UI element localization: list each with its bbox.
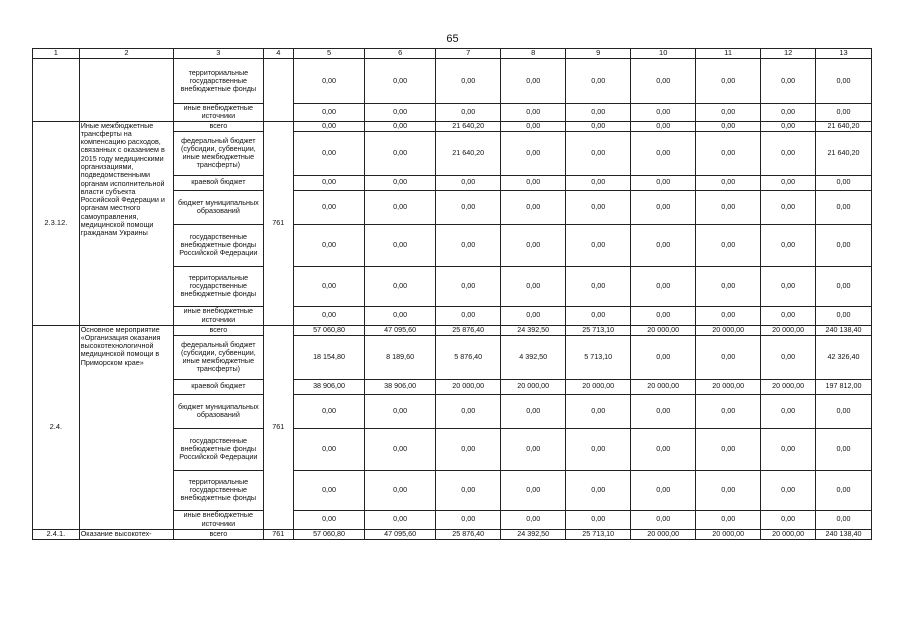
value-cell: 0,00	[761, 104, 816, 122]
value-cell: 197 812,00	[816, 379, 872, 394]
funding-source: иные внебюджетные источники	[174, 510, 263, 529]
value-cell: 0,00	[501, 394, 566, 428]
value-cell: 0,00	[501, 104, 566, 122]
value-cell: 0,00	[501, 224, 566, 266]
value-cell: 42 326,40	[816, 335, 872, 379]
value-cell: 0,00	[436, 428, 501, 470]
value-cell: 0,00	[294, 510, 365, 529]
value-cell: 20 000,00	[696, 379, 761, 394]
column-header-7: 7	[436, 49, 501, 59]
value-cell: 0,00	[761, 335, 816, 379]
column-header-10: 10	[631, 49, 696, 59]
funding-source: иные внебюджетные источники	[174, 306, 263, 325]
value-cell: 4 392,50	[501, 335, 566, 379]
funding-source: всего	[174, 529, 263, 539]
value-cell: 0,00	[365, 121, 436, 131]
measure-name	[79, 59, 173, 122]
value-cell: 0,00	[816, 224, 872, 266]
value-cell: 0,00	[631, 394, 696, 428]
value-cell: 0,00	[761, 59, 816, 104]
value-cell: 0,00	[294, 470, 365, 510]
value-cell: 18 154,80	[294, 335, 365, 379]
funding-source: федеральный бюджет (субсидии, субвенции, иные межбюджетные трансферты)	[174, 131, 263, 175]
header-row	[33, 49, 872, 59]
value-cell: 0,00	[631, 121, 696, 131]
value-cell: 0,00	[365, 306, 436, 325]
funding-source: бюджет муниципальных образований	[174, 190, 263, 224]
value-cell: 0,00	[761, 131, 816, 175]
value-cell: 0,00	[294, 428, 365, 470]
value-cell: 0,00	[566, 428, 631, 470]
value-cell: 0,00	[631, 335, 696, 379]
value-cell: 0,00	[501, 131, 566, 175]
value-cell: 5 876,40	[436, 335, 501, 379]
table-row	[33, 325, 872, 335]
value-cell: 0,00	[566, 470, 631, 510]
value-cell: 0,00	[436, 224, 501, 266]
value-cell: 0,00	[501, 428, 566, 470]
funding-source: иные внебюджетные источники	[174, 104, 263, 122]
row-number: 2.3.12.	[33, 121, 80, 325]
value-cell: 0,00	[631, 428, 696, 470]
value-cell: 0,00	[436, 104, 501, 122]
value-cell: 0,00	[365, 104, 436, 122]
value-cell: 0,00	[436, 470, 501, 510]
value-cell: 0,00	[696, 121, 761, 131]
table-row	[33, 529, 872, 539]
value-cell: 0,00	[365, 470, 436, 510]
value-cell: 0,00	[501, 190, 566, 224]
value-cell: 0,00	[761, 190, 816, 224]
value-cell: 0,00	[566, 266, 631, 306]
budget-table	[32, 48, 872, 540]
value-cell: 0,00	[696, 104, 761, 122]
value-cell: 0,00	[566, 190, 631, 224]
funding-source: краевой бюджет	[174, 379, 263, 394]
value-cell: 24 392,50	[501, 325, 566, 335]
value-cell: 0,00	[365, 224, 436, 266]
measure-name: Основное мероприятие «Организация оказания высокотехнологичной медицинской помощи в Приморском крае»	[79, 325, 173, 529]
funding-source: территориальные государственные внебюджетные фонды	[174, 470, 263, 510]
funding-source: всего	[174, 325, 263, 335]
value-cell: 0,00	[696, 306, 761, 325]
value-cell: 0,00	[294, 266, 365, 306]
value-cell: 0,00	[294, 306, 365, 325]
value-cell: 0,00	[761, 470, 816, 510]
value-cell: 0,00	[501, 470, 566, 510]
value-cell: 0,00	[566, 175, 631, 190]
value-cell: 0,00	[566, 121, 631, 131]
value-cell: 0,00	[501, 306, 566, 325]
value-cell: 8 189,60	[365, 335, 436, 379]
value-cell: 0,00	[294, 190, 365, 224]
value-cell: 0,00	[436, 266, 501, 306]
value-cell: 0,00	[501, 175, 566, 190]
value-cell: 0,00	[761, 510, 816, 529]
value-cell: 20 000,00	[631, 379, 696, 394]
value-cell: 0,00	[696, 394, 761, 428]
value-cell: 0,00	[631, 190, 696, 224]
value-cell: 0,00	[566, 510, 631, 529]
value-cell: 0,00	[436, 394, 501, 428]
funding-source: федеральный бюджет (субсидии, субвенции, иные межбюджетные трансферты)	[174, 335, 263, 379]
value-cell: 20 000,00	[566, 379, 631, 394]
value-cell: 20 000,00	[501, 379, 566, 394]
value-cell: 0,00	[761, 428, 816, 470]
funding-source: государственные внебюджетные фонды Российской Федерации	[174, 224, 263, 266]
value-cell: 0,00	[294, 104, 365, 122]
value-cell: 0,00	[761, 266, 816, 306]
value-cell: 0,00	[294, 224, 365, 266]
value-cell: 0,00	[761, 121, 816, 131]
value-cell: 0,00	[294, 121, 365, 131]
funding-source: территориальные государственные внебюджетные фонды	[174, 59, 263, 104]
column-header-3: 3	[174, 49, 263, 59]
value-cell: 0,00	[365, 428, 436, 470]
value-cell: 0,00	[566, 306, 631, 325]
funding-source: краевой бюджет	[174, 175, 263, 190]
value-cell: 0,00	[631, 266, 696, 306]
value-cell: 0,00	[631, 306, 696, 325]
value-cell: 0,00	[696, 175, 761, 190]
value-cell: 0,00	[816, 306, 872, 325]
value-cell: 0,00	[294, 175, 365, 190]
value-cell: 25 713,10	[566, 325, 631, 335]
value-cell: 0,00	[436, 190, 501, 224]
value-cell: 0,00	[436, 175, 501, 190]
value-cell: 240 138,40	[816, 529, 872, 539]
value-cell: 0,00	[566, 394, 631, 428]
value-cell: 20 000,00	[696, 529, 761, 539]
value-cell: 0,00	[631, 510, 696, 529]
value-cell: 0,00	[761, 224, 816, 266]
value-cell: 0,00	[761, 394, 816, 428]
value-cell: 0,00	[696, 335, 761, 379]
value-cell: 20 000,00	[761, 325, 816, 335]
value-cell: 240 138,40	[816, 325, 872, 335]
measure-name: Оказание высокотех-	[79, 529, 173, 539]
column-header-12: 12	[761, 49, 816, 59]
value-cell: 0,00	[365, 59, 436, 104]
measure-name: Иные межбюджетные трансферты на компенсацию расходов, связанных с оказанием в 2015 году медицинскими организациями, подведомственными органам исполнительной власти субъекта Российской Федерации и органам местного самоуправления, медицинской помощи гражданам Украины	[79, 121, 173, 325]
value-cell: 0,00	[631, 131, 696, 175]
value-cell: 47 095,60	[365, 325, 436, 335]
value-cell: 0,00	[501, 266, 566, 306]
value-cell: 0,00	[566, 59, 631, 104]
value-cell: 0,00	[436, 306, 501, 325]
value-cell: 47 095,60	[365, 529, 436, 539]
column-header-9: 9	[566, 49, 631, 59]
value-cell: 0,00	[294, 59, 365, 104]
value-cell: 0,00	[501, 510, 566, 529]
value-cell: 0,00	[816, 190, 872, 224]
column-header-13: 13	[816, 49, 872, 59]
budget-code: 761	[263, 529, 293, 539]
value-cell: 21 640,20	[816, 131, 872, 175]
value-cell: 0,00	[501, 121, 566, 131]
table-body	[33, 59, 872, 540]
row-number: 2.4.	[33, 325, 80, 529]
funding-source: территориальные государственные внебюджетные фонды	[174, 266, 263, 306]
value-cell: 0,00	[696, 224, 761, 266]
page-number: 65	[446, 33, 459, 45]
value-cell: 0,00	[696, 470, 761, 510]
value-cell: 0,00	[631, 104, 696, 122]
value-cell: 0,00	[631, 470, 696, 510]
value-cell: 0,00	[696, 510, 761, 529]
row-number: 2.4.1.	[33, 529, 80, 539]
value-cell: 0,00	[696, 428, 761, 470]
value-cell: 57 060,80	[294, 325, 365, 335]
value-cell: 0,00	[365, 190, 436, 224]
value-cell: 25 876,40	[436, 529, 501, 539]
value-cell: 0,00	[816, 175, 872, 190]
value-cell: 0,00	[365, 266, 436, 306]
value-cell: 20 000,00	[761, 379, 816, 394]
value-cell: 0,00	[816, 394, 872, 428]
value-cell: 0,00	[696, 266, 761, 306]
funding-source: всего	[174, 121, 263, 131]
value-cell: 5 713,10	[566, 335, 631, 379]
value-cell: 20 000,00	[761, 529, 816, 539]
column-header-2: 2	[79, 49, 173, 59]
value-cell: 0,00	[566, 131, 631, 175]
budget-code: 761	[263, 121, 293, 325]
funding-source: государственные внебюджетные фонды Российской Федерации	[174, 428, 263, 470]
value-cell: 0,00	[816, 428, 872, 470]
value-cell: 0,00	[761, 175, 816, 190]
value-cell: 0,00	[816, 104, 872, 122]
value-cell: 21 640,20	[816, 121, 872, 131]
value-cell: 21 640,20	[436, 121, 501, 131]
table-row	[33, 59, 872, 104]
value-cell: 0,00	[816, 266, 872, 306]
value-cell: 21 640,20	[436, 131, 501, 175]
value-cell: 0,00	[294, 131, 365, 175]
value-cell: 0,00	[696, 190, 761, 224]
value-cell: 0,00	[816, 510, 872, 529]
value-cell: 0,00	[436, 510, 501, 529]
value-cell: 0,00	[365, 131, 436, 175]
value-cell: 57 060,80	[294, 529, 365, 539]
table-row	[33, 121, 872, 131]
value-cell: 0,00	[294, 394, 365, 428]
value-cell: 20 000,00	[696, 325, 761, 335]
value-cell: 0,00	[631, 224, 696, 266]
value-cell: 0,00	[816, 470, 872, 510]
value-cell: 0,00	[816, 59, 872, 104]
column-header-6: 6	[365, 49, 436, 59]
column-header-1: 1	[33, 49, 80, 59]
value-cell: 0,00	[365, 175, 436, 190]
value-cell: 0,00	[696, 59, 761, 104]
value-cell: 0,00	[365, 510, 436, 529]
value-cell: 20 000,00	[631, 529, 696, 539]
value-cell: 0,00	[501, 59, 566, 104]
value-cell: 0,00	[631, 175, 696, 190]
value-cell: 20 000,00	[631, 325, 696, 335]
value-cell: 0,00	[696, 131, 761, 175]
budget-code: 761	[263, 325, 293, 529]
column-header-5: 5	[294, 49, 365, 59]
value-cell: 25 713,10	[566, 529, 631, 539]
value-cell: 38 906,00	[365, 379, 436, 394]
value-cell: 25 876,40	[436, 325, 501, 335]
funding-source: бюджет муниципальных образований	[174, 394, 263, 428]
value-cell: 0,00	[631, 59, 696, 104]
value-cell: 0,00	[566, 104, 631, 122]
value-cell: 0,00	[365, 394, 436, 428]
column-header-11: 11	[696, 49, 761, 59]
row-number	[33, 59, 80, 122]
column-header-8: 8	[501, 49, 566, 59]
budget-code	[263, 59, 293, 122]
column-header-4: 4	[263, 49, 293, 59]
value-cell: 38 906,00	[294, 379, 365, 394]
value-cell: 0,00	[761, 306, 816, 325]
value-cell: 0,00	[566, 224, 631, 266]
value-cell: 24 392,50	[501, 529, 566, 539]
value-cell: 0,00	[436, 59, 501, 104]
value-cell: 20 000,00	[436, 379, 501, 394]
